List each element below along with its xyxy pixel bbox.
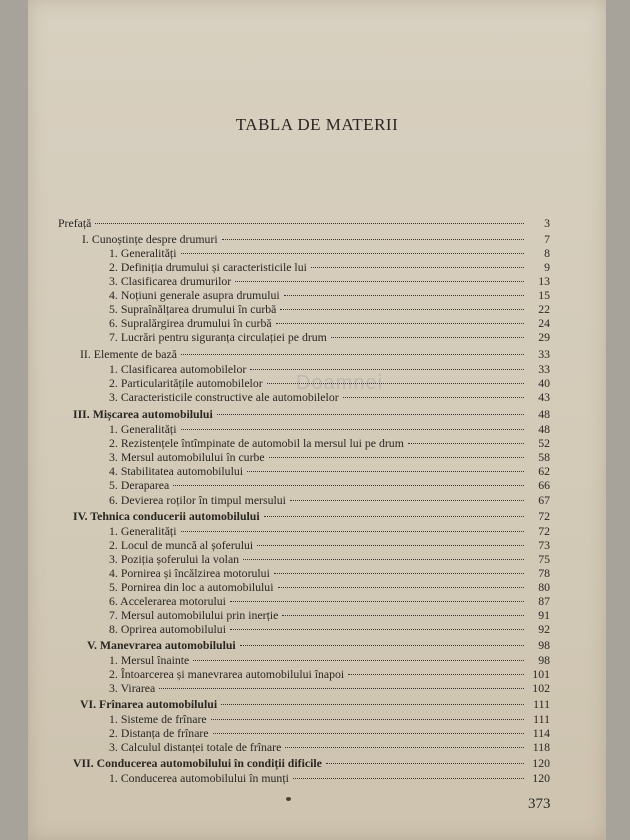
toc-entry-label	[87, 638, 236, 653]
toc-entry-page: 87	[538, 594, 550, 608]
toc-entry-label	[109, 566, 270, 581]
toc-entry-label	[109, 302, 276, 317]
toc-entry	[87, 638, 550, 653]
toc-entry-text: Accelerarea motorului	[120, 594, 226, 608]
dot-leader	[274, 573, 524, 574]
toc-entry-number: 4.	[109, 288, 118, 302]
toc-entry-page: 80	[538, 580, 550, 594]
dot-leader	[181, 253, 525, 254]
toc-entry	[80, 347, 550, 362]
toc-entry	[73, 407, 550, 422]
dot-leader	[181, 429, 525, 430]
dot-leader	[181, 354, 524, 355]
toc-entry-label	[80, 347, 177, 362]
toc-entry	[109, 566, 550, 581]
dot-leader	[285, 747, 524, 748]
toc-entry-text: Distanța de frînare	[120, 726, 209, 740]
toc-entry-page: 22	[538, 302, 550, 316]
toc-entry	[109, 376, 550, 391]
toc-entry-label	[109, 422, 177, 437]
toc-entry-text: Clasificarea drumurilor	[120, 274, 232, 288]
toc-entry	[73, 509, 550, 524]
toc-entry-label	[109, 450, 265, 465]
toc-entry-text: Frînarea automobilului	[99, 697, 218, 711]
toc-entry-label	[109, 246, 177, 261]
toc-entry-page: 43	[538, 390, 550, 404]
toc-entry-text: Pornirea și încălzirea motorului	[120, 566, 270, 580]
toc-entry-label	[109, 362, 246, 377]
dot-leader	[280, 309, 524, 310]
toc-entry-page: 102	[532, 681, 550, 695]
toc-entry-page: 66	[538, 478, 550, 492]
toc-entry-label	[58, 216, 91, 231]
toc-entry-number: 5.	[109, 302, 118, 316]
toc-entry-text: Generalități	[120, 246, 177, 260]
toc-entry-text: Mișcarea automobilului	[92, 407, 213, 421]
toc-entry-label	[109, 681, 155, 696]
toc-entry-number: III.	[73, 407, 90, 421]
toc-entry	[109, 667, 550, 682]
toc-entry-page: 92	[538, 622, 550, 636]
toc-entry-page: 114	[532, 726, 550, 740]
toc-entry-label	[109, 580, 274, 595]
toc-entry	[109, 622, 550, 637]
toc-entry-number: 6.	[109, 594, 118, 608]
toc-entry-number: 4.	[109, 566, 118, 580]
toc-entry-page: 48	[538, 407, 550, 421]
toc-entry-number: 2.	[109, 726, 118, 740]
toc-entry-label	[109, 552, 239, 567]
toc-entry-text: Prefață	[58, 216, 92, 230]
toc-entry-label	[109, 478, 169, 493]
dot-leader	[173, 485, 524, 486]
dot-leader	[243, 559, 524, 560]
toc-entry-label	[73, 407, 213, 422]
toc-entry	[109, 771, 550, 786]
toc-entry-number: 6.	[109, 316, 118, 330]
toc-entry-number: 1.	[109, 712, 118, 726]
toc-entry-label	[109, 622, 226, 637]
toc-entry-label	[109, 740, 281, 755]
toc-entry-text: Pornirea din loc a automobilului	[120, 580, 274, 594]
dot-leader	[181, 531, 525, 532]
toc-entry-text: Virarea	[120, 681, 156, 695]
toc-entry-text: Întoarcerea și manevrarea automobilului înapoi	[120, 667, 345, 681]
toc-entry-number: 2.	[109, 667, 118, 681]
toc-entry-number: 5.	[109, 580, 118, 594]
toc-entry-page: 111	[533, 697, 550, 711]
toc-entry-label	[109, 771, 289, 786]
toc-entry-number: 8.	[109, 622, 118, 636]
toc-entry-page: 58	[538, 450, 550, 464]
toc-entry-page: 120	[532, 756, 550, 770]
dot-leader	[159, 688, 524, 689]
toc-entry	[109, 390, 550, 405]
toc-entry-text: Noțiuni generale asupra drumului	[120, 288, 280, 302]
toc-entry-page: 52	[538, 436, 550, 450]
toc-entry-page: 98	[538, 638, 550, 652]
watermark: Doamnei	[296, 372, 384, 394]
toc-entry-number: 6.	[109, 493, 118, 507]
ink-dot	[286, 797, 291, 801]
toc-entry	[109, 362, 550, 377]
toc-entry-number: IV.	[73, 509, 88, 523]
dot-leader	[211, 719, 524, 720]
toc-entry	[109, 608, 550, 623]
toc-entry-page: 98	[538, 653, 550, 667]
toc-entry-label	[109, 594, 226, 609]
toc-entry-label	[80, 697, 217, 712]
toc-entry	[109, 274, 550, 289]
toc-entry	[109, 478, 550, 493]
toc-entry-number: 3.	[109, 274, 118, 288]
toc-entry-label	[73, 756, 322, 771]
toc-entry-page: 91	[538, 608, 550, 622]
toc-entry-page: 101	[532, 667, 550, 681]
toc-entry	[109, 464, 550, 479]
toc-entry-text: Generalități	[120, 422, 177, 436]
toc-entry-page: 75	[538, 552, 550, 566]
toc-entry-label	[109, 712, 207, 727]
toc-entry-number: 1.	[109, 524, 118, 538]
toc-entry	[109, 330, 550, 345]
toc-entry-label	[109, 493, 286, 508]
toc-entry-number: 4.	[109, 464, 118, 478]
toc-entry	[109, 246, 550, 261]
dot-leader	[343, 397, 524, 398]
dot-leader	[348, 674, 524, 675]
dot-leader	[331, 337, 524, 338]
toc-entry-text: Particularitățile automobilelor	[120, 376, 263, 390]
toc-entry-number: 1.	[109, 771, 118, 785]
toc-entry-number: 1.	[109, 422, 118, 436]
toc-entry-number: 7.	[109, 608, 118, 622]
dot-leader	[326, 763, 524, 764]
toc-entry-text: Poziția șoferului la volan	[120, 552, 240, 566]
toc-entry-label	[109, 653, 189, 668]
toc-entry-number: 3.	[109, 681, 118, 695]
toc-entry-text: Oprirea automobilului	[120, 622, 226, 636]
toc-entry-number: II.	[80, 347, 91, 361]
toc-entry-text: Calculul distanței totale de frînare	[120, 740, 282, 754]
dot-leader	[217, 414, 524, 415]
toc-entry	[109, 288, 550, 303]
dot-leader	[311, 267, 524, 268]
toc-entry-number: V.	[87, 638, 97, 652]
toc-entry-page: 72	[538, 524, 550, 538]
toc-entry-number: VI.	[80, 697, 97, 711]
dot-leader	[221, 704, 524, 705]
toc-entry	[109, 712, 550, 727]
toc-entry-page: 9	[544, 260, 550, 274]
page-title: TABLA DE MATERII	[235, 115, 399, 134]
toc-entry-label	[73, 509, 260, 524]
toc-entry-number: 1.	[109, 653, 118, 667]
toc-entry	[109, 726, 550, 741]
dot-leader	[250, 369, 524, 370]
toc-entry-page: 29	[538, 330, 550, 344]
dot-leader	[290, 500, 524, 501]
dot-leader	[222, 239, 524, 240]
toc-entry-page: 40	[538, 376, 550, 390]
toc-entry	[109, 580, 550, 595]
toc-entry-page: 78	[538, 566, 550, 580]
toc-entry	[109, 681, 550, 696]
toc-entry-text: Locul de muncă al șoferului	[120, 538, 254, 552]
toc-entry-label	[109, 288, 280, 303]
toc-entry-text: Mersul automobilului în curbe	[120, 450, 265, 464]
toc-entry-page: 48	[538, 422, 550, 436]
toc-entry-text: Rezistențele întîmpinate de automobil la mersul lui pe drum	[120, 436, 404, 450]
toc-entry	[109, 450, 550, 465]
toc-entry-label	[109, 436, 404, 451]
toc-entry-label	[109, 524, 177, 539]
dot-leader	[247, 471, 524, 472]
dot-leader	[293, 778, 524, 779]
toc-entry-number: 3.	[109, 450, 118, 464]
toc-entry-label	[109, 316, 272, 331]
dot-leader	[95, 223, 524, 224]
toc-entry-number: 2.	[109, 376, 118, 390]
dot-leader	[230, 601, 524, 602]
dot-leader	[193, 660, 524, 661]
toc-entry-page: 73	[538, 538, 550, 552]
toc-entry-text: Devierea roților în timpul mersului	[120, 493, 286, 507]
toc-entry	[82, 232, 550, 247]
toc-entry-page: 24	[538, 316, 550, 330]
dot-leader	[284, 295, 524, 296]
toc-entry-label	[109, 390, 339, 405]
dot-leader	[230, 629, 524, 630]
toc-entry-page: 118	[532, 740, 550, 754]
toc-entry	[80, 697, 550, 712]
toc-entry	[73, 756, 550, 771]
toc-entry-text: Conducerea automobilului în munți	[120, 771, 289, 785]
toc-entry-number: 2.	[109, 436, 118, 450]
toc-entry	[109, 538, 550, 553]
toc-entry-text: Stabilitatea automobilului	[120, 464, 244, 478]
toc-entry	[109, 316, 550, 331]
dot-leader	[264, 516, 524, 517]
dot-leader	[235, 281, 524, 282]
toc-entry-label	[109, 726, 209, 741]
dot-leader	[267, 383, 524, 384]
toc-entry-label	[109, 274, 231, 289]
dot-leader	[278, 587, 525, 588]
toc-entry-text: Cunoștințe despre drumuri	[91, 232, 218, 246]
toc-entry-number: 3.	[109, 552, 118, 566]
toc-entry-label	[82, 232, 218, 247]
toc-entry	[109, 260, 550, 275]
toc-entry-number: 5.	[109, 478, 118, 492]
dot-leader	[269, 457, 524, 458]
toc-entry-label	[109, 330, 327, 345]
toc-entry	[109, 594, 550, 609]
toc-entry-page: 62	[538, 464, 550, 478]
toc-entry-number: 2.	[109, 260, 118, 274]
toc-entry	[109, 302, 550, 317]
toc-entry	[109, 524, 550, 539]
toc-entry-number: I.	[82, 232, 89, 246]
toc-entry-text: Clasificarea automobilelor	[120, 362, 247, 376]
toc-entry-label	[109, 376, 263, 391]
dot-leader	[240, 645, 524, 646]
toc-entry-text: Caracteristicile constructive ale automobilelor	[120, 390, 339, 404]
dot-leader	[282, 615, 524, 616]
toc-entry-text: Mersul automobilului prin inerție	[120, 608, 279, 622]
toc-entry-label	[109, 464, 243, 479]
toc-entry-text: Conducerea automobilului în condiții dificile	[96, 756, 322, 770]
toc-entry-label	[109, 538, 253, 553]
toc-entry-page: 3	[544, 216, 550, 230]
toc-entry-page: 15	[538, 288, 550, 302]
toc-entry-number: 1.	[109, 362, 118, 376]
toc-entry	[109, 740, 550, 755]
toc-entry-text: Definiția drumului și caracteristicile lui	[120, 260, 307, 274]
toc-entry	[109, 436, 550, 451]
toc-entry	[109, 552, 550, 567]
toc-entry-page: 33	[538, 362, 550, 376]
toc-entry	[109, 653, 550, 668]
toc-entry-page: 13	[538, 274, 550, 288]
dot-leader	[408, 443, 524, 444]
toc-entry-text: Sisteme de frînare	[120, 712, 207, 726]
toc-entry	[58, 216, 550, 231]
toc-entry-text: Supralărgirea drumului în curbă	[120, 316, 272, 330]
toc-entry-label	[109, 667, 344, 682]
toc-entry-number: 1.	[109, 246, 118, 260]
table-of-contents	[28, 0, 606, 840]
toc-entry-page: 33	[538, 347, 550, 361]
toc-entry	[109, 493, 550, 508]
dot-leader	[276, 323, 524, 324]
toc-entry-page: 7	[544, 232, 550, 246]
toc-entry-label	[109, 260, 307, 275]
dot-leader	[257, 545, 524, 546]
toc-entry-text: Supraînălțarea drumului în curbă	[120, 302, 277, 316]
toc-entry-text: Lucrări pentru siguranța circulației pe drum	[120, 330, 327, 344]
toc-entry-number: 3.	[109, 740, 118, 754]
toc-entry	[109, 422, 550, 437]
toc-entry-text: Elemente de bază	[93, 347, 177, 361]
toc-entry-page: 120	[532, 771, 550, 785]
toc-entry-page: 67	[538, 493, 550, 507]
toc-entry-page: 8	[544, 246, 550, 260]
toc-entry-page: 111	[533, 712, 550, 726]
toc-entry-number: 3.	[109, 390, 118, 404]
toc-entry-page: 72	[538, 509, 550, 523]
toc-entry-number: VII.	[73, 756, 94, 770]
dot-leader	[213, 733, 524, 734]
toc-entry-text: Mersul înainte	[120, 653, 190, 667]
toc-entry-text: Deraparea	[120, 478, 170, 492]
toc-entry-text: Tehnica conducerii automobilului	[90, 509, 260, 523]
toc-entry-number: 2.	[109, 538, 118, 552]
toc-entry-text: Manevrarea automobilului	[99, 638, 236, 652]
toc-entry-label	[109, 608, 278, 623]
page-number: 373	[528, 796, 551, 812]
book-page	[28, 0, 606, 840]
toc-entry-text: Generalități	[120, 524, 177, 538]
toc-entry-number: 7.	[109, 330, 118, 344]
